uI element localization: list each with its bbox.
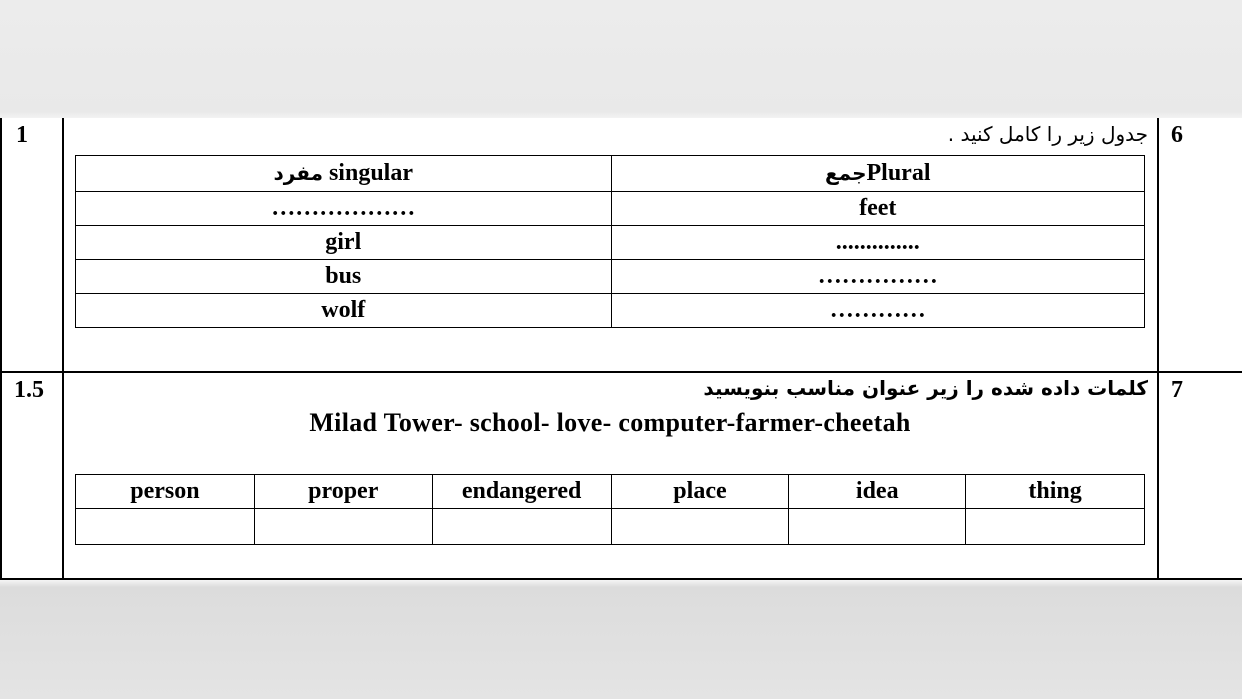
q7-answer-thing[interactable] [966,509,1145,545]
q7-header-thing: thing [966,475,1145,509]
q7-header-person: person [76,475,255,509]
frame-line-left [0,118,2,580]
q7-header-place: place [611,475,789,509]
q6-header-singular [76,156,612,192]
q6-singular-cell: wolf [76,294,612,328]
q7-table [75,474,1145,545]
q6-header-plural [611,156,1145,192]
q6-instruction: جدول زیر را کامل کنید . [947,122,1148,146]
q7-word-bank: Milad Tower- school- love- computer-farmer-cheetah [309,408,911,437]
q6-plural-cell: …………… [611,260,1145,294]
q6-score: 1 [16,122,28,148]
q7-header-row [76,475,1145,509]
q6-singular-cell: bus [76,260,612,294]
q7-score: 1.5 [14,377,44,403]
table-row [76,226,1145,260]
q7-answer-place[interactable] [611,509,789,545]
frame-line-score [62,118,64,580]
frame-line-row-divider [0,371,1242,373]
q7-number: 7 [1171,377,1183,403]
q6-table [75,155,1145,328]
q6-plural-cell: .............. [611,226,1145,260]
q6-header-row [76,156,1145,192]
q6-plural-cell: ………… [611,294,1145,328]
q7-header-endangered: endangered [432,475,611,509]
q7-answer-row [76,509,1145,545]
frame-line-qnum [1157,118,1159,580]
q6-header-singular-fa: مفرد [273,161,323,185]
q6-header-singular-en: singular [328,160,413,186]
q7-answer-idea[interactable] [789,509,966,545]
q7-answer-person[interactable] [76,509,255,545]
q7-answer-endangered[interactable] [432,509,611,545]
q6-number: 6 [1171,122,1183,148]
q7-answer-proper[interactable] [254,509,432,545]
table-row [76,192,1145,226]
q6-singular-cell: ……………… [76,192,612,226]
q7-header-idea: idea [789,475,966,509]
frame-line-bottom [0,578,1242,580]
exam-sheet [0,118,1242,580]
q6-singular-cell: girl [76,226,612,260]
q7-header-proper: proper [254,475,432,509]
q7-instruction: کلمات داده شده را زیر عنوان مناسب بنویسید [703,376,1148,400]
table-row [76,260,1145,294]
q6-plural-cell: feet [611,192,1145,226]
q6-header-plural-en: Plural [866,160,931,186]
table-row [76,294,1145,328]
q6-header-plural-fa: جمع [825,161,867,185]
